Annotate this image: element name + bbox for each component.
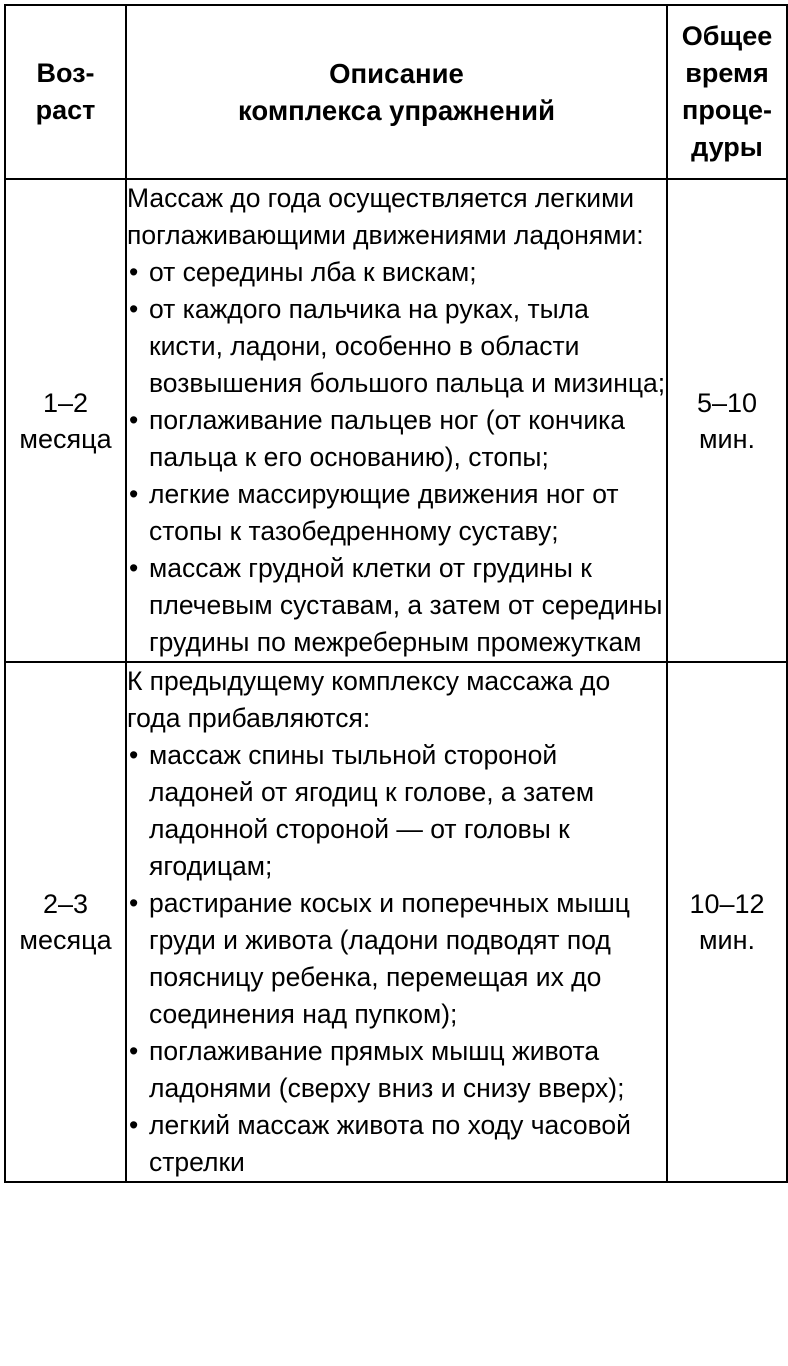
bullet-icon: • <box>129 888 139 918</box>
list-item <box>127 476 666 550</box>
list-item-text: легкие массирующие движения ног от стопы к тазобедренному суставу; <box>149 479 619 546</box>
list-item <box>127 402 666 476</box>
bullet-icon: • <box>129 294 139 324</box>
column-header-age-line-1: Воз- <box>36 58 95 88</box>
header-row <box>5 5 787 179</box>
cell-total-time <box>667 662 787 1182</box>
bullet-icon: • <box>129 740 139 770</box>
bullet-icon: • <box>129 479 139 509</box>
cell-total-time-line-2: мин. <box>698 423 756 454</box>
cell-description <box>126 179 667 662</box>
list-item-text: поглаживание пальцев ног (от кончика пальца к его основанию), стопы; <box>149 405 626 472</box>
list-item-text: поглаживание прямых мышц живота ладонями (сверху вниз и снизу вверх); <box>149 1036 625 1103</box>
column-header-total-time-line-4: дуры <box>691 132 763 162</box>
cell-age-line-1: 2–3 <box>42 889 89 919</box>
cell-description <box>126 662 667 1182</box>
list-item <box>127 1107 666 1181</box>
table-body <box>5 179 787 1182</box>
column-header-age <box>5 5 126 179</box>
list-item <box>127 550 666 661</box>
cell-age <box>5 662 126 1182</box>
cell-age-line-2: месяца <box>19 925 112 955</box>
column-header-total-time-line-3: проце- <box>682 95 772 125</box>
massage-exercise-table <box>4 4 788 1183</box>
description-lead-text: Массаж до года осуществляется легкими поглаживающими движениями ладонями: <box>127 183 644 250</box>
cell-total-time-line-2: мин. <box>698 925 756 955</box>
cell-total-time-line-1: 5–10 <box>696 387 758 418</box>
bullet-icon: • <box>129 553 139 583</box>
list-item <box>127 1033 666 1107</box>
column-header-description-line-2: комплекса упражнений <box>238 95 555 126</box>
column-header-description-line-1: Описание <box>329 58 464 89</box>
cell-age-line-1: 1–2 <box>42 387 89 418</box>
bullet-icon: • <box>129 405 139 435</box>
list-item-text: растирание косых и поперечных мышц груди и живота (ладони подводят под поясницу ребенка, перемещая их до соединения над пупком); <box>149 888 630 1029</box>
table-row <box>5 662 787 1182</box>
list-item <box>127 291 666 402</box>
column-header-age-line-2: раст <box>35 95 96 125</box>
cell-total-time <box>667 179 787 662</box>
column-header-total-time <box>667 5 787 179</box>
column-header-total-time-line-2: время <box>685 58 769 88</box>
list-item-text: от каждого пальчика на руках, тыла кисти, ладони, особенно в области возвышения большого пальца и мизинца; <box>149 294 666 398</box>
list-item-text: массаж спины тыльной стороной ладоней от ягодиц к голове, а затем ладонной стороной — от головы к ягодицам; <box>149 740 595 881</box>
column-header-total-time-line-1: Общее <box>681 21 773 51</box>
column-header-description <box>126 5 667 179</box>
table-header <box>5 5 787 179</box>
bullet-icon: • <box>129 257 139 287</box>
bullet-icon: • <box>129 1110 139 1140</box>
table-row <box>5 179 787 662</box>
cell-age-line-2: месяца <box>19 423 112 454</box>
description-bullet-list <box>127 254 666 661</box>
list-item-text: массаж грудной клетки от грудины к плечевым суставам, а затем от середины грудины по межреберным промежуткам <box>149 553 663 657</box>
cell-age <box>5 179 126 662</box>
description-lead-text: К предыдущему комплексу массажа до года прибавляются: <box>127 666 611 733</box>
bullet-icon: • <box>129 1036 139 1066</box>
list-item <box>127 885 666 1033</box>
list-item <box>127 254 666 291</box>
list-item-text: от середины лба к вискам; <box>149 257 477 287</box>
cell-total-time-line-1: 10–12 <box>689 889 765 919</box>
list-item-text: легкий массаж живота по ходу часовой стрелки <box>149 1110 631 1177</box>
list-item <box>127 737 666 885</box>
description-bullet-list <box>127 737 666 1181</box>
